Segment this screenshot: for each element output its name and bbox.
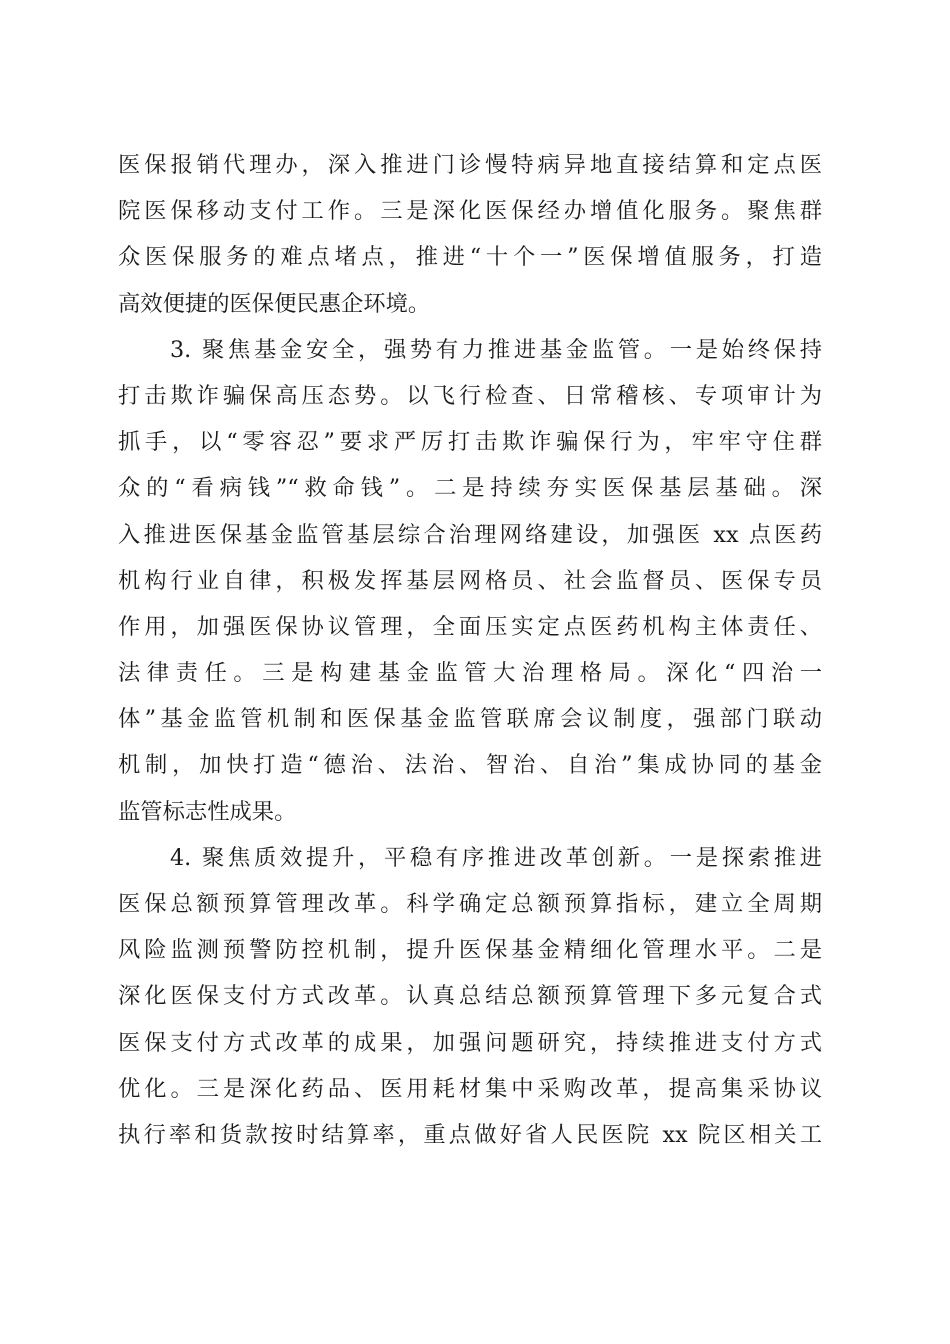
text-line: 医保总额预算管理改革。科学确定总额预算指标，建立全周期 xyxy=(118,891,822,917)
text-line: 机制，加快打造“德治、法治、智治、自治”集成协同的基金 xyxy=(118,752,822,779)
text-line: 风险监测预警防控机制，提升医保基金精细化管理水平。二是 xyxy=(118,937,822,964)
text-line: 3. 聚焦基金安全，强势有力推进基金监管。一是始终保持 xyxy=(170,336,822,363)
text-line: 体”基金监管机制和医保基金监管联席会议制度，强部门联动 xyxy=(118,706,822,733)
text-line: 打击欺诈骗保高压态势。以飞行检查、日常稽核、专项审计为 xyxy=(118,382,822,409)
text-line: 众的“看病钱”“救命钱”。二是持续夯实医保基层基础。深 xyxy=(118,475,822,502)
text-line: 高效便捷的医保便民惠企环境。 xyxy=(118,290,431,317)
text-line: 执行率和货款按时结算率，重点做好省人民医院 xx 院区相关工 xyxy=(118,1121,822,1148)
text-line: 深化医保支付方式改革。认真总结总额预算管理下多元复合式 xyxy=(118,983,822,1010)
text-line: 作用，加强医保协议管理，全面压实定点医药机构主体责任、 xyxy=(118,613,822,640)
body-text xyxy=(118,142,822,1158)
text-line: 入推进医保基金监管基层综合治理网络建设，加强医 xx 点医药 xyxy=(118,521,822,548)
text-line: 4. 聚焦质效提升，平稳有序推进改革创新。一是探索推进 xyxy=(170,844,822,871)
text-line: 众医保服务的难点堵点，推进“十个一”医保增值服务，打造 xyxy=(118,244,822,271)
text-line: 院医保移动支付工作。三是深化医保经办增值化服务。聚焦群 xyxy=(118,198,822,225)
text-line: 监管标志性成果。 xyxy=(118,798,297,825)
text-line: 优化。三是深化药品、医用耗材集中采购改革，提高集采协议 xyxy=(118,1075,822,1102)
text-line: 法律责任。三是构建基金监管大治理格局。深化“四治一 xyxy=(118,660,822,687)
text-line: 机构行业自律，积极发挥基层网格员、社会监督员、医保专员 xyxy=(118,567,822,594)
text-line: 抓手，以“零容忍”要求严厉打击欺诈骗保行为，牢牢守住群 xyxy=(118,429,822,456)
text-line: 医保支付方式改革的成果，加强问题研究，持续推进支付方式 xyxy=(118,1029,822,1056)
text-line: 医保报销代理办，深入推进门诊慢特病异地直接结算和定点医 xyxy=(118,152,822,178)
